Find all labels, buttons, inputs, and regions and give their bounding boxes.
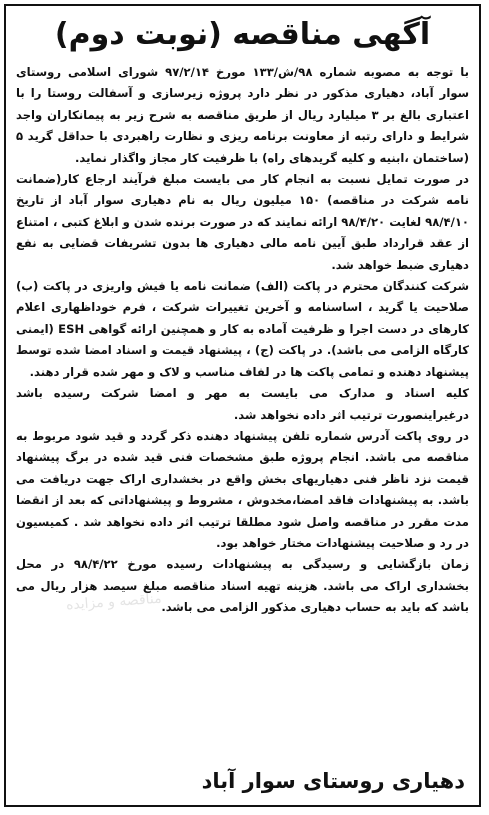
notice-title: آگهی مناقصه (نوبت دوم) bbox=[54, 17, 431, 52]
notice-paragraph: با توجه به مصوبه شماره ۹۸/ش/۱۳۳ مورخ ۹۷/۲/۱۴ شورای اسلامی روستای سوار آباد، دهیاری مذکور در نظر دارد پروژه زیرسازی و آسفالت روستا را با اعتباری بالغ بر ۳ میلیارد ریال از طریق مناقصه به شرح زیر به پیمانکاران واجد شرایط و دارای رتبه از معاونت برنامه ریزی و نظارت راهبردی با حداقل گرید ۵ (ساختمان ،ابنیه و کلیه گریدهای راه) با ظرفیت کار مجاز واگذار نماید. bbox=[16, 65, 469, 165]
notice-paragraph: شرکت کنندگان محترم در پاکت (الف) ضمانت نامه یا فیش واریزی در پاکت (ب) صلاحیت یا گرید ، اساسنامه و آخرین تغییرات شرکت ، فرم خوداظهاری اعلام کارهای در دست اجرا و ظرفیت آماده به کار و همچنین ارائه گواهی ESH (ایمنی کارگاه الزامی می باشد). در پاکت (ج) ، پیشنهاد قیمت و اسناد امضا شده توسط پیشنهاد دهنده و تمامی پاکت ها در لفاف مناسب و لاک و مهر شده قرار دهند. bbox=[16, 279, 469, 379]
notice-paragraph: در روی پاکت آدرس شماره تلفن پیشنهاد دهنده ذکر گردد و قید شود مربوط به مناقصه می باشد. انجام پروژه طبق مشخصات فنی قید شده در برگ پیشنهاد قیمت نزد ناظر فنی دهیاریهای بخش واقع در بخشداری اراک جهت دریافت می باشد. به پیشنهادات فاقد امضا،مخدوش ، مشروط و پیشنهاداتی که بعد از انقضا مدت مقرر در مناقصه واصل شود مطلقا ترتیب اثر داده نخواهد شد . کمیسیون در رد و صلاحیت پیشنهادات مختار خواهد بود. bbox=[16, 428, 469, 550]
notice-signature: دهیاری روستای سوار آباد bbox=[201, 769, 465, 793]
notice-frame bbox=[4, 4, 481, 807]
notice-paragraph: زمان بازگشایی و رسیدگی به پیشنهادات رسیده مورخ ۹۸/۴/۲۲ در محل بخشداری اراک می باشد. هزینه تهیه اسناد مناقصه مبلغ سیصد هزار ریال می باشد که باید به حساب دهیاری مذکور الزامی می باشد. bbox=[16, 557, 469, 615]
notice-body bbox=[6, 62, 479, 619]
notice-paragraph: در صورت تمایل نسبت به انجام کار می بایست مبلغ فرآیند ارجاع کار(ضمانت نامه شرکت در مناقصه) ۱۵۰ میلیون ریال به نام دهیاری سوار آباد از تاریخ ۹۸/۴/۱۰ لغایت ۹۸/۴/۲۰ ارائه نمایند که در صورت برنده شدن و ابلاغ کتبی ، امتناع از عقد قرارداد طبق آیین نامه مالی دهیاری ها بدون تشریفات قضایی به نفع دهیاری ضبط خواهد شد. bbox=[16, 172, 470, 272]
watermark: مناقصه و مزایده bbox=[65, 590, 163, 614]
notice-paragraph: کلیه اسناد و مدارک می بایست به مهر و امضا شرکت رسیده باشد درغیراینصورت ترتیب اثر داده نخواهد شد. bbox=[16, 386, 469, 422]
